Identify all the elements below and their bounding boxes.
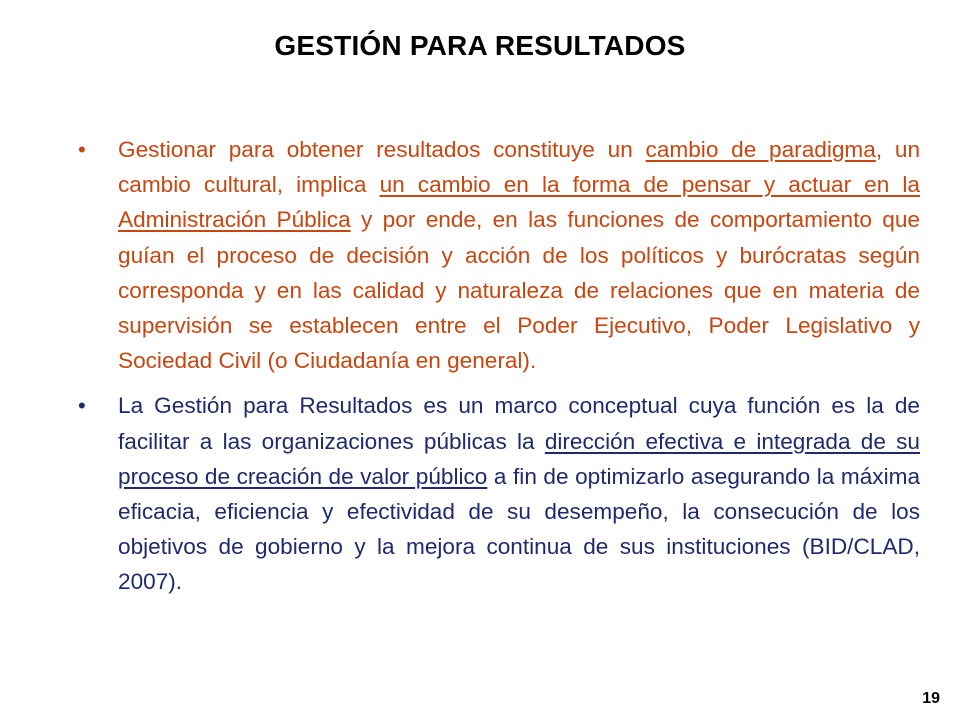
text-segment: La Gestión para Resultados es un marco conceptual cuya función es la de facilitar a las organizaciones públicas la	[118, 393, 920, 454]
text-segment: a fin de optimizarlo asegurando la máxima eficacia, eficiencia y efectividad de su desempeño, la consecución de los objetivos de gobierno y la mejora continua de sus instituciones (BID/CLAD, 2007).	[118, 463, 921, 595]
underlined-phrase: cambio de paradigma	[645, 137, 876, 162]
bullet-icon: •	[78, 137, 86, 162]
text-segment: y por ende, en las funciones de comportamiento que guían el proceso de decisión y acción de los políticos y burócratas según corresponda y en las calidad y naturaleza de relaciones que en materia de supervisión se establecen entre el Poder Ejecutivo, Poder Legislativo y Sociedad Civil (o Ciudadanía en general).	[118, 207, 920, 374]
slide-title: GESTIÓN PARA RESULTADOS	[274, 30, 686, 61]
bullet-item	[78, 132, 920, 378]
bullet-text	[118, 393, 920, 594]
bullet-icon: •	[78, 393, 86, 419]
underlined-phrase: un cambio en la forma de pensar y actuar en la Administración Pública	[118, 172, 921, 233]
bullet-list	[78, 132, 920, 600]
text-segment: Gestionar para obtener resultados constituye un	[118, 137, 646, 162]
text-segment: , un cambio cultural, implica	[118, 137, 921, 198]
page-number: 19	[922, 690, 940, 707]
bullet-text	[118, 137, 920, 373]
bullet-item	[78, 388, 920, 599]
underlined-phrase: dirección efectiva e integrada de su proceso de creación de valor público	[118, 428, 920, 489]
